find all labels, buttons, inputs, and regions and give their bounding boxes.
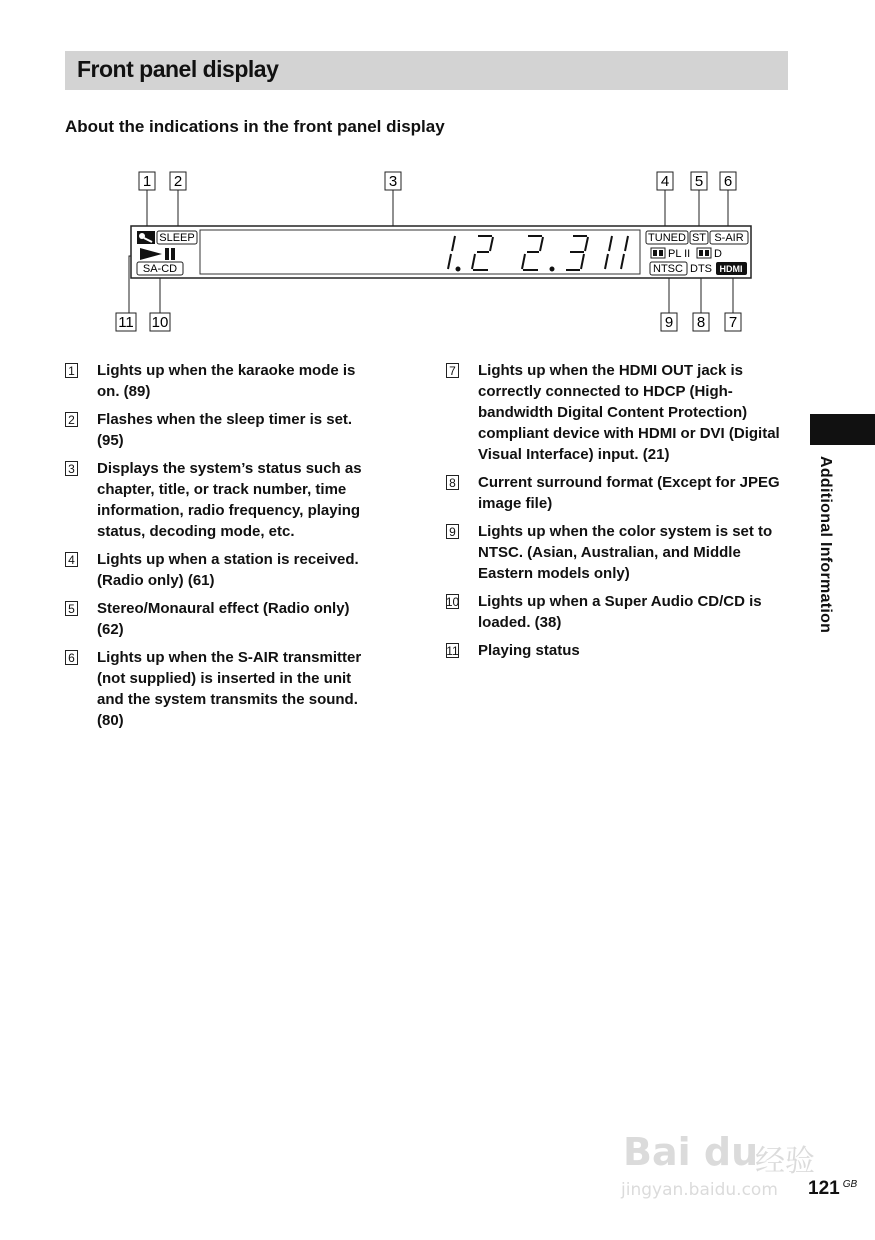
callout-2 [170,172,186,190]
item-number: 6 [65,650,78,665]
item-text: Lights up when the color system is set to NTSC. (Asian, Australian, and Middle Eastern models only) [478,523,773,582]
svg-text:3: 3 [388,173,398,190]
svg-text:4: 4 [660,173,670,190]
item-number: 4 [65,552,78,567]
callout-5 [691,172,707,190]
callout-9 [661,313,677,331]
callout-7 [725,313,741,331]
st-indicator [690,231,708,244]
svg-text:TUNED: TUNED [648,232,686,244]
svg-text:8: 8 [696,314,706,331]
side-tab-label: Additional Information [817,456,834,634]
subheading: About the indications in the front panel display [65,117,445,136]
svg-text:PL II: PL II [668,248,691,260]
svg-text:10: 10 [151,314,169,331]
tuned-indicator [646,231,688,244]
dts-indicator: DTS [690,263,712,275]
item-number: 1 [65,363,78,378]
callouts-bottom [116,313,741,331]
sleep-indicator [157,231,197,244]
callout-1 [139,172,155,190]
right-item-list [446,360,791,668]
item-number: 10 [445,594,460,609]
svg-text:5: 5 [694,173,704,190]
list-item [65,647,365,731]
callout-4 [657,172,673,190]
item-number: 2 [65,412,78,427]
sacd-indicator [137,262,183,275]
item-text: Lights up when the S-AIR transmitter (not supplied) is inserted in the unit and the system transmits the sound. (80) [97,649,362,729]
svg-text:SA-CD: SA-CD [142,263,178,275]
svg-text:SLEEP: SLEEP [159,232,195,244]
item-text: Lights up when a station is received. (Radio only) (61) [97,551,359,589]
watermark [615,1110,825,1205]
list-item [65,360,365,402]
item-number: 8 [446,475,459,490]
item-text: Lights up when the HDMI OUT jack is correctly connected to HDCP (High-bandwidth Digital Content Protection) compliant device with HDMI or DVI (Digital Visual Interface) input. (21) [478,362,780,463]
karaoke-icon [137,231,155,244]
watermark-brand: Bai du [623,1130,759,1174]
item-text: Lights up when the karaoke mode is on. (89) [97,362,356,400]
svg-text:D: D [714,248,722,260]
item-text: Flashes when the sleep timer is set. (95) [97,411,353,449]
list-item [65,409,365,451]
list-item [446,360,791,465]
svg-text:11: 11 [118,314,134,331]
side-tab-marker [810,414,875,445]
item-text: Lights up when a Super Audio CD/CD is loaded. (38) [478,593,762,631]
page-number [808,1178,857,1200]
s-air-indicator [710,231,748,244]
list-item [446,640,791,661]
svg-text:HDMI: HDMI [719,264,743,274]
svg-text:9: 9 [664,314,674,331]
item-text: Stereo/Monaural effect (Radio only) (62) [97,600,350,638]
watermark-url: jingyan.baidu.com [621,1180,778,1200]
page-number-value: 121 [808,1178,840,1199]
svg-text:6: 6 [723,173,733,190]
callout-10 [150,313,170,331]
svg-text:7: 7 [728,314,738,331]
item-text: Displays the system’s status such as chapter, title, or track number, time information, radio frequency, playing status, decoding mode, etc. [97,460,362,540]
watermark-cn: 经验 [755,1144,815,1179]
list-item [65,458,365,542]
page-suffix: GB [842,1178,858,1190]
item-text: Playing status [478,642,580,659]
front-panel-diagram [0,0,875,360]
item-number: 9 [446,524,459,539]
callout-11 [116,313,136,331]
callout-3 [385,172,401,190]
section-title: Front panel display [77,56,279,82]
svg-text:1: 1 [142,173,152,190]
svg-text:NTSC: NTSC [653,263,683,275]
item-number: 11 [446,643,459,658]
callout-8 [693,313,709,331]
ntsc-indicator [650,262,687,275]
list-item [446,521,791,584]
svg-text:2: 2 [173,173,183,190]
item-number: 7 [446,363,459,378]
svg-text:S-AIR: S-AIR [714,232,744,244]
list-item [65,549,365,591]
svg-text:ST: ST [691,232,707,244]
callout-6 [720,172,736,190]
item-text: Current surround format (Except for JPEG image file) [478,474,780,512]
hdmi-indicator [716,262,747,275]
callouts-top [139,172,736,190]
list-item [65,598,365,640]
item-number: 5 [65,601,78,616]
list-item [446,472,791,514]
list-item [446,591,791,633]
left-item-list [65,360,365,738]
item-number: 3 [65,461,78,476]
